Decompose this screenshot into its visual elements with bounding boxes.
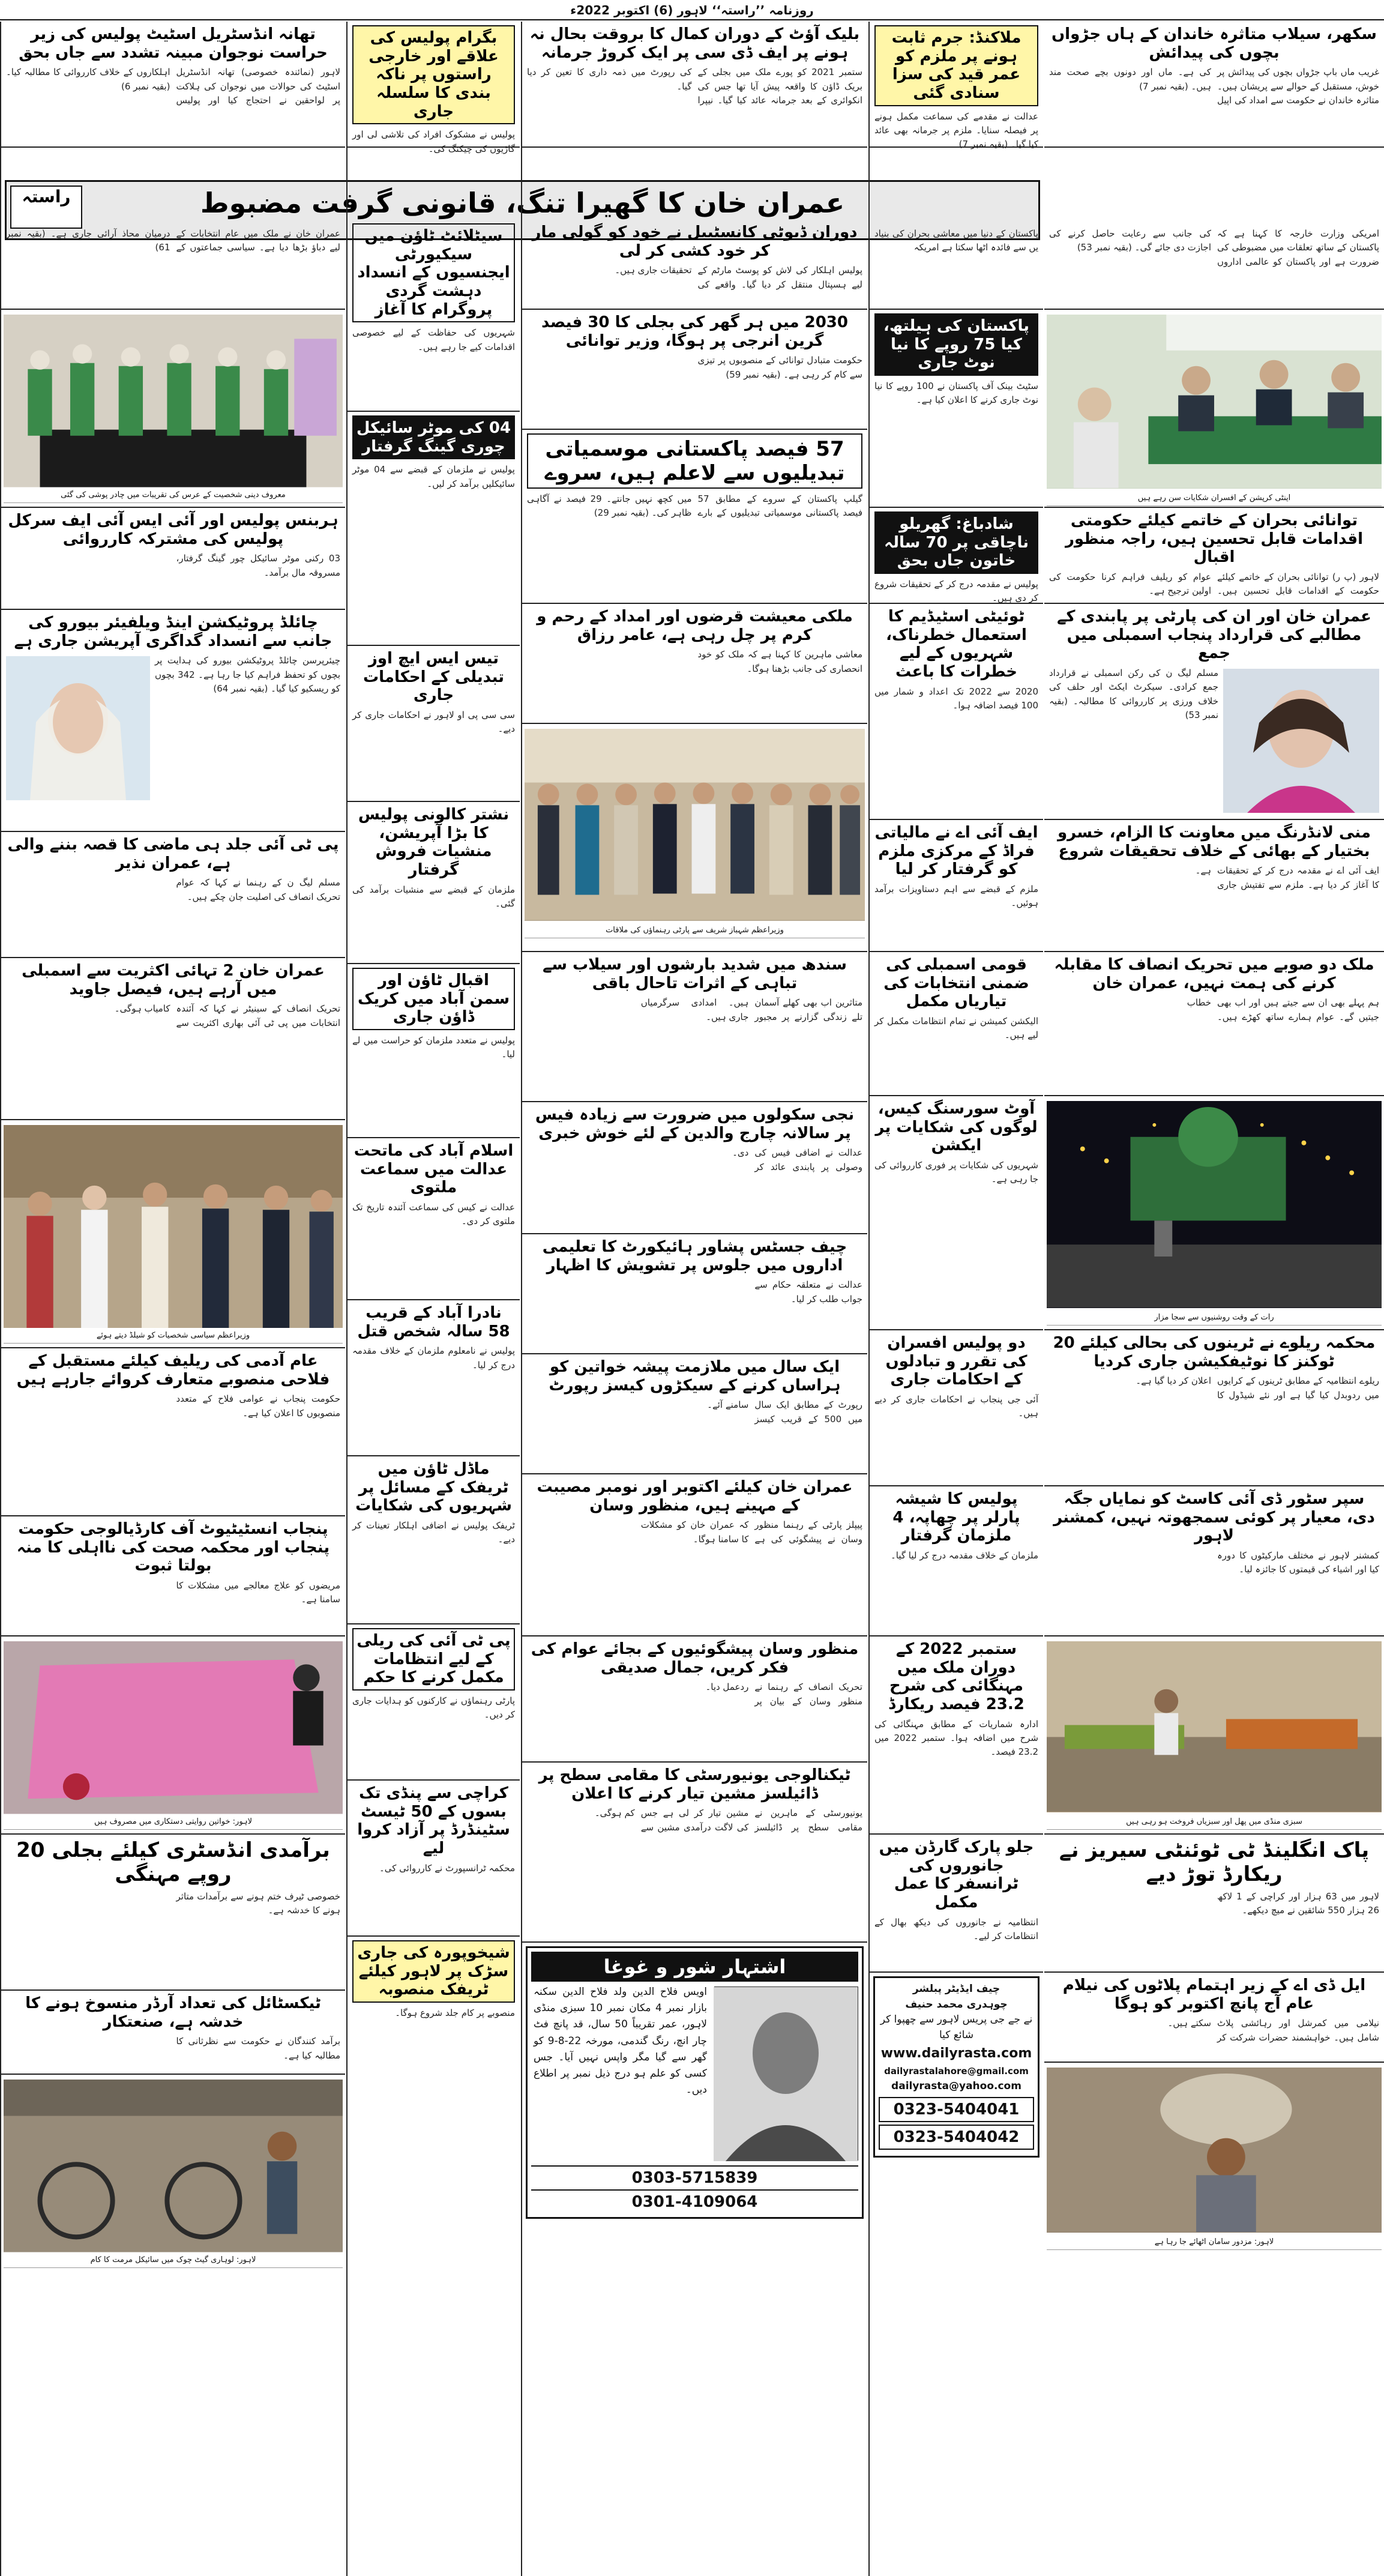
story-body: پولیس نے ملزمان کے قبضے سے 04 موٹر سائیکلیں برآمد کر لیں۔: [352, 464, 515, 489]
story-c3-s4: [522, 430, 867, 604]
story-c4-s1: [348, 22, 520, 154]
headline: تیس ایس ایچ اوز تبدیلی کے احکامات جاری: [363, 650, 505, 705]
story-c3-s10: [522, 1354, 867, 1474]
photo-caption: رات کے وقت روشنیوں سے سجا مزار: [1047, 1311, 1382, 1326]
headline: برآمدی انڈسٹری کیلئے بجلی 20 روپے مہنگی: [16, 1838, 330, 1887]
story-c1-s12: [1044, 1835, 1384, 1973]
masthead: روزنامہ ’’راستہ‘‘ لاہور (6) اکتوبر 2022ء: [0, 0, 1384, 20]
story-c2-s4: [870, 604, 1043, 820]
story-body: چیئرپرسن چائلڈ پروٹیکشن بیورو کی ہدایت پر بچوں کو تحفظ فراہم کیا جا رہا ہے۔ 342 بچوں کو ریسکیو کیا گیا۔ (بقیہ نمبر 64): [155, 655, 340, 694]
headline: اسلام آباد کی ماتحت عدالت میں سماعت ملتوی: [354, 1142, 514, 1197]
story-c2-s6: [870, 952, 1043, 1096]
headline: شیخوپورہ کی جاری سڑک پر لاہور کیلئے ٹریفک منصوبہ: [352, 1940, 515, 2003]
story-body: غریب ماں باپ جڑواں بچوں کی پیدائش پر خوش، مستقبل کے حوالے سے پریشان ہیں۔ متاثرہ خاندان نے حکومت سے امداد کی اپیل کی ہے۔ ماں اور دونوں بچے صحت مند ہیں۔ (بقیہ نمبر 7): [1049, 67, 1379, 106]
story-body: پولیس اہلکار کی لاش کو پوسٹ مارٹم کے لیے ہسپتال منتقل کر دیا گیا۔ واقعے کی تحقیقات جاری ہیں۔: [615, 265, 862, 290]
photo-caption: وزیراعظم شہباز شریف سے پارٹی رہنماؤں کی ملاقات: [525, 923, 865, 938]
photo-caption: سبزی منڈی میں پھل اور سبزیاں فروخت ہو رہی ہیں: [1047, 1815, 1382, 1830]
photo-laborer: [1047, 2068, 1382, 2233]
photo-women-handicraft: [4, 1641, 343, 1812]
headline: ٹیکسٹائل کی تعداد آرڈر منسوخ ہونے کا خدشہ ہے، صنعتکار: [25, 1994, 321, 2031]
headline: جلو پارک گارڈن میں جانوروں کی ٹرانسفر کا عمل مکمل: [879, 1838, 1034, 1912]
photo-scene: [1047, 1641, 1382, 1812]
headline: ٹیکنالوجی یونیورسٹی کا مقامی سطح پر ڈائیلسز مشین تیار کرنے کا اعلان: [538, 1766, 851, 1803]
headline: پنجاب انسٹیٹیوٹ آف کارڈیالوجی حکومت پنجاب اور محکمہ صحت کی نااہلی کا منہ بولتا ثبوت: [16, 1520, 330, 1575]
story-body: منصوبے پر کام جلد شروع ہوگا۔: [395, 2007, 515, 2019]
story-body: لاہور میں 63 ہزار اور کراچی کے 1 لاکھ 26 ہزار 550 شائقین نے میچ دیکھے۔: [1217, 1891, 1379, 1916]
story-c2-s2: [870, 310, 1043, 508]
missing-person-photo: [714, 1986, 858, 2161]
story-body: خصوصی ٹیرف ختم ہونے سے برآمدات متاثر ہونے کا خدشہ ہے۔: [176, 1891, 340, 1916]
story-body: پولیس نے نامعلوم ملزمان کے خلاف مقدمہ درج کر لیا۔: [352, 1345, 515, 1371]
headline: بلیک آؤٹ کے دوران کمال کا بروقت بحال نہ ہونے پر ایف ڈی سی پر ایک کروڑ جرمانہ: [529, 25, 860, 62]
headline: نادرا آباد کے قریب 58 سالہ شخص قتل: [357, 1304, 510, 1341]
photo-chairperson-portrait: [6, 656, 150, 800]
story-c4-s10: [348, 1624, 520, 1781]
photo-scene: [4, 1125, 343, 1328]
story-body: تحریک انصاف کے سینیٹر نے کہا کہ آئندہ انتخابات میں پی ٹی آئی بھاری اکثریت سے کامیاب ہوگی۔: [114, 1003, 340, 1028]
story-body: معاشی ماہرین کا کہنا ہے کہ ملک کو خود انحصاری کی جانب بڑھنا ہوگا۔: [697, 649, 862, 674]
photo-cycle-repair: [4, 2080, 343, 2251]
phone-number-1: 0323-5404041: [879, 2097, 1034, 2122]
photo-caption: وزیراعظم سیاسی شخصیات کو شیلڈ دیتے ہوئے: [4, 1329, 343, 1344]
story-body: آئی جی پنجاب نے احکامات جاری کر دیے ہیں۔: [874, 1394, 1038, 1419]
story-body: شہریوں کی حفاظت کے لیے خصوصی اقدامات کیے جا رہے ہیں۔: [352, 327, 515, 352]
photo-scene: [4, 2080, 343, 2252]
publisher-name: چوہدری محمد حنیف: [905, 1998, 1008, 2010]
story-c1-s3: [1044, 310, 1384, 508]
story-body: متاثرین اب بھی کھلے آسمان تلے زندگی گزارنے پر مجبور ہیں۔ امدادی سرگرمیاں جاری ہیں۔: [640, 997, 862, 1022]
story-c2-s11: [870, 1835, 1043, 1973]
story-c5-s11: [1, 1636, 345, 1835]
headline: عمران خان اور ان کی پارٹی پر پابندی کے مطالبے کی قرارداد پنجاب اسمبلی میں جمع: [1057, 608, 1371, 663]
story-c2-s5: [870, 820, 1043, 952]
photo-caption: لاہور: مزدور سامان اٹھائے جا رہا ہے: [1047, 2235, 1382, 2250]
photo-scene: [525, 729, 865, 920]
publisher-title: چیف ایڈیٹر پبلشر: [912, 1983, 1000, 1995]
headline: پاک انگلینڈ ٹی ٹوئنٹی سیریز نے ریکارڈ توڑ دیے: [1059, 1838, 1370, 1887]
publisher-contact-box: [873, 1976, 1040, 2158]
photo-caption: لاہور: لوہاری گیٹ چوک میں سائیکل مرمت کا کام: [4, 2253, 343, 2268]
headline: چائلڈ پروٹیکشن اینڈ ویلفیئر بیورو کی جانب سے انسداد گداگری آپریشن جاری ہے: [14, 614, 332, 650]
story-body: پیپلز پارٹی کے رہنما منظور وسان نے پیشگوئی کی ہے کہ عمران خان کو مشکلات کا سامنا ہوگا۔: [640, 1519, 862, 1545]
headline: اقبال ٹاؤن اور سمن آباد میں کریک ڈاؤن جاری: [352, 968, 515, 1030]
story-c1-s10: [1044, 1486, 1384, 1636]
story-c1-s9: [1044, 1330, 1384, 1486]
story-c3-s6: [522, 724, 867, 952]
story-body: الیکشن کمیشن نے تمام انتظامات مکمل کر لیے ہیں۔: [874, 1016, 1038, 1041]
story-c3-s9: [522, 1234, 867, 1354]
headline: ملاکنڈ: جرم ثابت ہونے پر ملزم کو عمر قید کی سزا سنادی گئی: [874, 25, 1038, 106]
website-link[interactable]: www.dailyrasta.com: [880, 2046, 1032, 2061]
photo-vegetable-market: [1047, 1641, 1382, 1812]
story-c5-s9: [1, 1348, 345, 1516]
column-1: [1044, 22, 1384, 2576]
story-c5-s12: [1, 1835, 345, 1991]
photo-scene: [4, 315, 343, 487]
story-c4-s7: [348, 1138, 520, 1300]
headline: عمران خان 2 تہائی اکثریت سے اسمبلی میں آرہے ہیں، فیصل جاوید: [22, 962, 325, 998]
story-body: پاکستان کے دنیا میں معاشی بحران کی بنیاد یں سے فائدہ اٹھا سکتا ہے امریکہ: [874, 228, 1038, 253]
story-body: لاہور (نمائندہ خصوصی) تھانہ انڈسٹریل اسٹیٹ کی حوالات میں نوجوان کی ہلاکت پر لواحقین نے احتجاج کیا اور پولیس اہلکاروں کے خلاف کارروائی کا مطالبہ کیا۔ (بقیہ نمبر 6): [6, 67, 340, 106]
story-body: ایف آئی اے نے مقدمہ درج کر کے تحقیقات کا آغاز کر دیا ہے۔ ملزم سے تفتیش جاری ہے۔: [1195, 865, 1379, 890]
banner-headline: عمران خان کا گھیرا تنگ، قانونی گرفت مضبوط: [200, 187, 845, 219]
headline: دو پولیس افسران کی تقرر و تبادلوں کے احکامات جاری: [885, 1334, 1027, 1389]
photo-anti-corruption: [1047, 315, 1382, 489]
story-body: پولیس نے مشکوک افراد کی تلاشی لی اور گاڑیوں کی چیکنگ کی۔: [352, 129, 515, 154]
story-body: گیلپ پاکستان کے سروے کے مطابق 57 فیصد پاکستانی موسمیاتی تبدیلیوں کے بارے میں کچھ نہیں جانتے۔ 29 فیصد نے آگاہی ظاہر کی۔ (بقیہ نمبر 29): [527, 493, 862, 519]
email-link-2[interactable]: dailyrasta@yahoo.com: [891, 2080, 1021, 2093]
story-body: محکمہ ٹرانسپورٹ نے کارروائی کی۔: [379, 1862, 515, 1874]
headline: دوران ڈیوٹی کانسٹیبل نے خود کو گولی مار کر خود کشی کر لی: [532, 223, 858, 260]
missing-person-ad: [526, 1946, 864, 2219]
story-body: انتظامیہ نے جانوروں کی دیکھ بھال کے انتظامات کر لیے۔: [874, 1916, 1038, 1941]
story-body: امریکی وزارت خارجہ کا کہنا ہے کہ پاکستان کے ساتھ تعلقات میں مضبوطی کی ضرورت ہے اور پاکستان کو عالمی اداروں کی جانب سے رعایت حاصل کرنے کی اجازت دی جائے گی۔ (بقیہ نمبر 53): [1049, 228, 1379, 267]
headline: محکمہ ریلوے نے ٹرینوں کی بحالی کیلئے 20 ٹوکنز کا نوٹیفکیشن جاری کردیا: [1053, 1334, 1376, 1371]
story-body: نیلامی میں کمرشل اور رہائشی پلاٹ شامل ہیں۔ خواہشمند حضرات شرکت کر سکتے ہیں۔: [1167, 2018, 1379, 2043]
story-c1-s8: [1044, 1096, 1384, 1330]
story-c5-s1: [1, 22, 345, 148]
story-body: یونیورسٹی کے ماہرین نے مقامی سطح پر ڈائیلسز مشین تیار کر لی ہے جس کی لاگت درآمدی مشین سے کم ہوگی۔: [594, 1808, 862, 1833]
headline: ملکی معیشت قرضوں اور امداد کے رحم و کرم پر چل رہی ہے، عامر رزاق: [537, 608, 853, 644]
headline: نشتر کالونی پولیس کا بڑا آپریشن، منشیات فروش گرفتار: [358, 806, 510, 879]
story-c1-s13: [1044, 1973, 1384, 2063]
story-c1-s14: [1044, 2063, 1384, 2255]
story-c4-s6: [348, 964, 520, 1138]
headline: 57 فیصد پاکستانی موسمیاتی تبدیلیوں سے لاعلم ہیں، سروے: [527, 433, 862, 489]
story-body: لاہور (پ ر) توانائی بحران کے خاتمے کیلئے حکومت کے اقدامات قابل تحسین ہیں۔ عوام کو ریلیف فراہم کرنا حکومت کی اولین ترجیح ہے۔: [1049, 572, 1379, 597]
headline: 2030 میں ہر گھر کی بجلی کا 30 فیصد گرین انرجی پر ہوگا، وزیر توانائی: [541, 313, 848, 350]
story-c1-s1: [1044, 22, 1384, 148]
story-body: ہم پہلے بھی ان سے جیتے ہیں اور اب بھی جیتیں گے۔ عوام ہمارے ساتھ کھڑے ہیں۔ خطاب: [1187, 997, 1379, 1022]
story-body: ملزمان کے خلاف مقدمہ درج کر لیا گیا۔: [890, 1550, 1038, 1561]
photo-shield-ceremony: [4, 1125, 343, 1326]
headline: منظور وسان پیشگوئیوں کے بجائے عوام کی فکر کریں، جمال صدیقی: [531, 1640, 859, 1677]
headline: منی لانڈرنگ میں معاونت کا الزام، خسرو بختیار کے بھائی کے خلاف تحقیقات شروع: [1057, 824, 1371, 860]
headline: ستمبر 2022 کے دوران ملک میں مہنگائی کی شرح 23.2 فیصد ریکارڈ: [888, 1640, 1024, 1714]
headline: شادباغ: گھریلو ناچاقی پر 70 سالہ خاتون جاں بحق: [874, 511, 1038, 574]
story-c4-s4: [348, 646, 520, 802]
story-c3-s1: [522, 22, 867, 148]
story-c3-s5: [522, 604, 867, 724]
story-c5-s4: [1, 508, 345, 610]
story-c3-s11: [522, 1474, 867, 1636]
photo-scene: [1223, 669, 1379, 813]
headline: ماڈل ٹاؤن میں ٹریفک کے مسائل پر شہریوں کی شکایات: [355, 1460, 512, 1515]
story-body: ملزمان کے قبضے سے منشیات برآمد کی گئی۔: [352, 884, 515, 909]
story-body: عدالت نے متعلقہ حکام سے جواب طلب کر لیا۔: [754, 1279, 862, 1305]
headline: آوٹ سورسنگ کیس، لوگوں کی شکایات پر ایکشن: [875, 1100, 1038, 1155]
story-body: مسلم لیگ ن کے رہنما نے کہا کہ عوام تحریک انصاف کی اصلیت جان چکے ہیں۔: [176, 877, 340, 902]
story-body: مریضوں کو علاج معالجے میں مشکلات کا سامنا ہے۔: [176, 1580, 340, 1605]
story-body: پولیس نے مقدمہ درج کر کے تحقیقات شروع کر دی ہیں۔: [874, 579, 1038, 604]
photo-shrine-ceremony: [4, 315, 343, 486]
story-c3-s13: [522, 1763, 867, 1943]
headline: ہربنس پولیس اور آئی ایس آئی ایف سرکل پولیس کی مشترکہ کارروائی: [8, 511, 338, 548]
story-c2-s3: [870, 508, 1043, 604]
photo-scene: [1047, 2068, 1382, 2232]
headline: ٹوئیٹی اسٹیڈیم کا استعمال خطرناک، شہریوں کے لیے خطرات کا باعث: [886, 608, 1027, 681]
headline: ایف آئی اے نے مالیاتی فراڈ کے مرکزی ملزم کو گرفتار کر لیا: [874, 824, 1038, 879]
story-c4-s9: [348, 1456, 520, 1624]
story-body: برآمد کنندگان نے حکومت سے نظرثانی کا مطالبہ کیا ہے۔: [176, 2036, 340, 2061]
ad-body: اویس فلاح الدین ولد فلاح الدین سکنہ بازار نمبر 4 مکان نمبر 10 سبزی منڈی لاہور، عمر تقریباً 50 سال، قد پانچ فٹ چار انچ، رنگ گندمی، مورخہ 22-8-9 کو گھر سے گیا مگر واپس نہیں آیا۔ جس کسی کو علم ہو درج ذیل نمبر پر اطلاع دیں۔: [534, 1986, 708, 2096]
column-4: [346, 22, 520, 2576]
story-c1-s7: [1044, 952, 1384, 1096]
headline: کراچی سے پنڈی تک بسوں کے 50 ٹیسٹ سٹینڈرڈ پر آزاد کروا لیے: [357, 1784, 510, 1858]
story-c5-s2: [1, 220, 345, 310]
story-c2-s8: [870, 1330, 1043, 1486]
photo-group-meeting: [525, 729, 865, 921]
story-c1-s4: [1044, 508, 1384, 604]
column-2: [868, 22, 1043, 2576]
story-c5-s14: [1, 2075, 345, 2273]
photo-caption: لاہور: خواتین روایتی دستکاری میں مصروف ہیں: [4, 1815, 343, 1830]
headline: سکھر، سیلاب متاثرہ خاندان کے ہاں جڑواں بچوں کی پیدائش: [1051, 25, 1377, 62]
headline: نجی سکولوں میں ضرورت سے زیادہ فیس پر سالانہ چارج والدین کے لئے خوش خبری: [535, 1106, 855, 1142]
story-body: سٹیٹ بینک آف پاکستان نے 100 روپے کا نیا نوٹ جاری کرنے کا اعلان کیا ہے۔: [874, 381, 1038, 406]
story-body: عدالت نے کیس کی سماعت آئندہ تاریخ تک ملتوی کر دی۔: [352, 1202, 515, 1227]
photo-caption: اینٹی کرپشن کے افسران شکایات سن رہے ہیں: [1047, 491, 1382, 506]
story-c1-s2: [1044, 220, 1384, 310]
publisher-place: نے جے جی پریس لاہور سے چھپوا کر شائع کیا: [880, 2013, 1033, 2041]
story-c2-s7: [870, 1096, 1043, 1330]
photo-scene: [1047, 1101, 1382, 1308]
logo: راستہ: [10, 186, 82, 229]
story-c5-s5: [1, 610, 345, 832]
headline: پی ٹی آئی کی ریلی کے لیے انتظامات مکمل کرنے کا حکم: [352, 1628, 515, 1691]
story-body: کمشنر لاہور نے مختلف مارکیٹوں کا دورہ کیا اور اشیاء کی قیمتوں کا جائزہ لیا۔: [1217, 1550, 1379, 1575]
headline: 04 کی موٹر سائیکل چوری گینگ گرفتار: [352, 415, 515, 459]
story-c4-s8: [348, 1300, 520, 1456]
story-body: سی سی پی او لاہور نے احکامات جاری کر دیے۔: [352, 710, 515, 735]
story-body: تحریک انصاف کے رہنما نے منظور وسان کے بیان پر ردعمل دیا۔: [705, 1682, 862, 1707]
headline: سیٹلائٹ ٹاؤن میں سیکیورٹی ایجنسیوں کے انسداد دہشت گردی پروگرام کا آغاز: [352, 223, 515, 322]
story-c4-s11: [348, 1781, 520, 1937]
story-c4-s2: [348, 220, 520, 412]
headline: ایک سال میں ملازمت پیشہ خواتین کو ہراساں کرنے کے سیکڑوں کیسز رپورٹ: [549, 1358, 841, 1395]
story-c3-s2: [522, 220, 867, 310]
photo-mpa-portrait: [1223, 669, 1379, 813]
headline: عام آدمی کی ریلیف کیلئے مستقبل کے فلاحی منصوبے متعارف کروائے جارہے ہیں: [16, 1352, 330, 1389]
story-body: 2020 سے 2022 تک اعداد و شمار میں 100 فیصد اضافہ ہوا۔: [874, 686, 1038, 711]
photo-scene: [1047, 315, 1382, 488]
story-body: عمران خان نے ملک میں عام انتخابات کے لیے دباؤ بڑھا دیا ہے۔ سیاسی جماعتوں کے درمیان محاذ آرائی جاری ہے۔ (بقیہ نمبر 61): [6, 228, 340, 253]
story-c3-s7: [522, 952, 867, 1102]
headline: چیف جسٹس پشاور ہائیکورٹ کا تعلیمی اداروں میں جلوس پر تشویش کا اظہار: [542, 1238, 847, 1274]
headline: بگرام پولیس کی علاقے اور خارجی راستوں پر ناکہ بندی کا سلسلہ جاری: [352, 25, 515, 124]
story-c5-s8: [1, 1120, 345, 1348]
photo-caption: معروف دینی شخصیت کے عرس کی تقریبات میں چادر پوشی کی گئی: [4, 488, 343, 503]
headline: قومی اسمبلی کی ضمنی انتخابات کی تیاریاں مکمل: [883, 956, 1029, 1011]
headline: پاکستان کی ہیلتھ، کیا 75 روپے کا نیا نوٹ جاری: [874, 313, 1038, 376]
story-c2-s1: [870, 22, 1043, 148]
story-c5-s3: [1, 310, 345, 508]
story-c2-s9: [870, 1486, 1043, 1636]
story-body: ریلوے انتظامیہ کے مطابق ٹرینوں کے کرایوں میں ردوبدل کیا گیا ہے اور نئے شیڈول کا اعلان کر دیا گیا ہے۔: [1136, 1375, 1379, 1401]
photo-scene: [4, 1641, 343, 1814]
story-body: شہریوں کی شکایات پر فوری کارروائی کی جا رہی ہے۔: [874, 1160, 1038, 1185]
story-c4-s3: [348, 412, 520, 646]
ad-phone-2: 0301-4109064: [531, 2189, 858, 2213]
story-c3-s8: [522, 1102, 867, 1234]
email-link-1[interactable]: dailyrastalahore@gmail.com: [884, 2066, 1029, 2077]
story-body: 03 رکنی موٹر سائیکل چور گینگ گرفتار، مسروقہ مال برآمد۔: [176, 553, 340, 578]
story-c2-s1b: [870, 220, 1043, 310]
ad-title: اشتہار شور و غوغا: [531, 1952, 858, 1982]
story-body: ادارہ شماریات کے مطابق مہنگائی کی شرح میں اضافہ ہوا۔ ستمبر 2022 میں 23.2 فیصد۔: [874, 1718, 1038, 1758]
headline: ایل ڈی اے کے زیر اہتمام پلاٹوں کی نیلام عام آج پانچ اکتوبر کو ہوگا: [1062, 1976, 1366, 2013]
headline: ملک دو صوبے میں تحریک انصاف کا مقابلہ کرنے کی ہمت نہیں، عمران خان: [1054, 956, 1374, 992]
photo-scene: [714, 1987, 858, 2161]
column-3: [521, 22, 867, 2576]
story-c3-s3: [522, 310, 867, 430]
photo-illuminated-shrine: [1047, 1101, 1382, 1308]
headline: پولیس کا شیشہ پارلر پر چھاپہ، 4 ملزمان گرفتار: [892, 1490, 1020, 1545]
story-c1-s11: [1044, 1636, 1384, 1835]
story-body: ستمبر 2021 کو پورے ملک میں بجلی کے بریک ڈاؤن کا واقعہ پیش آیا تھا جس کی انکوائری کے بعد جرمانہ عائد کیا گیا۔ نیپرا کی رپورٹ میں ذمہ داری کا تعین کر دیا گیا۔: [527, 67, 862, 106]
story-body: پارٹی رہنماؤں نے کارکنوں کو ہدایات جاری کر دیں۔: [352, 1695, 515, 1721]
story-c5-s10: [1, 1516, 345, 1636]
story-c2-s10: [870, 1636, 1043, 1835]
story-c3-s12: [522, 1636, 867, 1763]
headline: پی ٹی آئی جلد ہی ماضی کا قصہ بننے والی ہے، عمران نذیر: [7, 836, 339, 872]
story-body: ملزم کے قبضے سے اہم دستاویزات برآمد ہوئیں۔: [874, 884, 1038, 909]
story-c4-s12: [348, 1937, 520, 2117]
story-c1-s6: [1044, 820, 1384, 952]
photo-scene: [6, 656, 150, 800]
story-c1-s5: [1044, 604, 1384, 820]
story-c5-s7: [1, 958, 345, 1120]
story-body: عدالت نے مقدمے کی سماعت مکمل ہونے پر فیصلہ سنایا۔ ملزم پر جرمانہ بھی عائد کیا گیا۔ (بقیہ نمبر 7): [874, 110, 1038, 150]
story-body: ٹریفک پولیس نے اضافی اہلکار تعینات کر دیے۔: [352, 1520, 515, 1545]
story-body: مسلم لیگ ن کی رکن اسمبلی نے قرارداد جمع کرادی۔ سیکرٹ ایکٹ اور حلف کی خلاف ورزی پر کارروائی کا مطالبہ۔ (بقیہ نمبر 53): [1049, 668, 1218, 720]
headline: توانائی بحران کے خاتمے کیلئے حکومتی اقدامات قابل تحسین ہیں، راجہ منظور اقبال: [1065, 511, 1364, 567]
story-body: حکومت پنجاب نے عوامی فلاح کے متعدد منصوبوں کا اعلان کیا ہے۔: [176, 1393, 340, 1419]
story-body: حکومت متبادل توانائی کے منصوبوں پر تیزی سے کام کر رہی ہے۔ (بقیہ نمبر 59): [697, 355, 862, 380]
story-c5-s6: [1, 832, 345, 958]
story-c4-s5: [348, 802, 520, 964]
headline: سندھ میں شدید بارشوں اور سیلاب سے تباہی کے اثرات تاحال باقی: [543, 956, 847, 992]
headline: عمران خان کیلئے اکتوبر اور نومبر مصیبت کے مہینے ہیں، منظور وسان: [537, 1478, 853, 1515]
phone-number-2: 0323-5404042: [879, 2125, 1034, 2150]
story-body: عدالت نے اضافی فیس کی وصولی پر پابندی عائد کر دی۔: [732, 1147, 862, 1172]
story-body: پولیس نے متعدد ملزمان کو حراست میں لے لیا۔: [352, 1035, 515, 1060]
headline: سپر سٹور ڈی آئی کاسٹ کو نمایاں جگہ دی، معیار پر کوئی سمجھوتہ نہیں، کمشنر لاہور: [1053, 1490, 1375, 1545]
headline: تھانہ انڈسٹریل اسٹیٹ پولیس کی زیر حراست نوجوان مبینہ تشدد سے جاں بحق: [19, 25, 328, 62]
story-body: رپورٹ کے مطابق ایک سال میں 500 کے قریب کیسز سامنے آئے۔: [707, 1399, 862, 1425]
ad-phone-1: 0303-5715839: [531, 2165, 858, 2189]
story-c5-s13: [1, 1991, 345, 2075]
column-5: [0, 22, 345, 2576]
